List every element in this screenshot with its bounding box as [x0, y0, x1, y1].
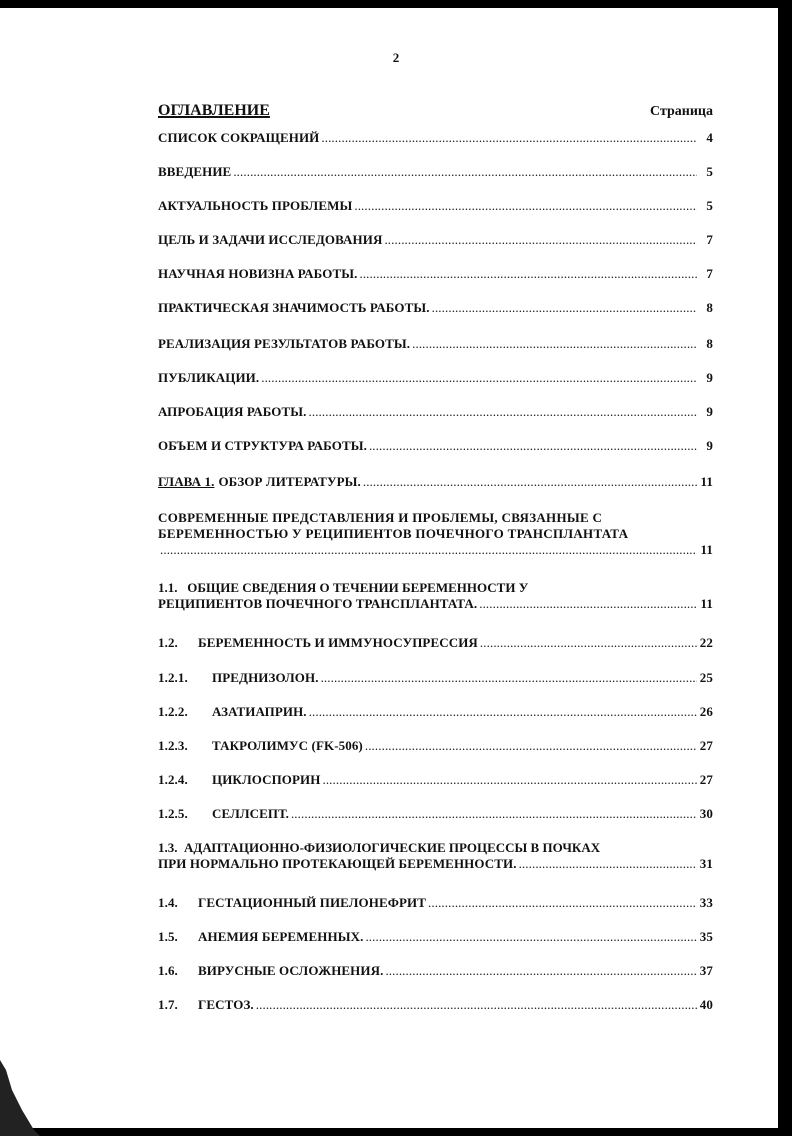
toc-entry-label: АДАПТАЦИОННО-ФИЗИОЛОГИЧЕСКИЕ ПРОЦЕССЫ В ПОЧКАХ — [184, 840, 601, 855]
leader-dots — [309, 404, 698, 420]
section-number: 1.1. — [158, 580, 178, 595]
scan-border-top — [0, 0, 792, 8]
leader-dots — [321, 670, 697, 686]
toc-entry-page: 4 — [706, 130, 713, 145]
leader-dots — [369, 438, 697, 454]
toc-section-entry[interactable] — [158, 997, 713, 1013]
toc-subsection-entry[interactable] — [158, 670, 713, 686]
toc-entry-page: 8 — [706, 300, 713, 315]
toc-entry-label: ПРИ НОРМАЛЬНО ПРОТЕКАЮЩЕЙ БЕРЕМЕННОСТИ. — [158, 856, 517, 871]
section-number: 1.2.1. — [158, 670, 188, 685]
section-number: 1.2. — [158, 635, 178, 650]
toc-section-entry[interactable] — [158, 929, 713, 945]
leader-dots — [480, 635, 697, 651]
toc-subsection-entry[interactable] — [158, 704, 713, 720]
leader-dots — [261, 370, 697, 386]
leader-dots — [384, 232, 697, 248]
toc-subsection-entry[interactable] — [158, 772, 713, 788]
toc-entry-label: ПРЕДНИЗОЛОН. — [212, 670, 319, 685]
toc-entry-label: ЦИКЛОСПОРИН — [212, 772, 321, 787]
leader-dots — [365, 929, 697, 945]
leader-dots — [428, 895, 697, 911]
table-of-contents — [158, 98, 713, 1012]
page-number: 2 — [392, 50, 400, 65]
toc-entry-label: СПИСОК СОКРАЩЕНИЙ — [158, 130, 320, 145]
scan-border-right — [778, 0, 792, 1136]
toc-entry-page: 37 — [699, 963, 713, 978]
toc-entry-label: ВВЕДЕНИЕ — [158, 164, 232, 179]
toc-entry-page: 9 — [706, 370, 713, 385]
toc-entry-page: 5 — [706, 198, 713, 213]
toc-chapter-entry[interactable] — [158, 474, 713, 490]
leader-dots — [309, 704, 697, 720]
leader-dots — [354, 198, 697, 214]
leader-dots — [479, 596, 697, 612]
toc-entry[interactable] — [158, 404, 713, 420]
toc-section-entry[interactable] — [158, 963, 713, 979]
toc-entry-label: БЕРЕМЕННОСТЬ И ИММУНОСУПРЕССИЯ — [198, 635, 478, 650]
toc-entry-label: ВИРУСНЫЕ ОСЛОЖНЕНИЯ. — [198, 963, 384, 978]
toc-title: ОГЛАВЛЕНИЕ — [158, 102, 270, 119]
toc-entry-label: АНЕМИЯ БЕРЕМЕННЫХ. — [198, 929, 364, 944]
toc-section-entry[interactable] — [158, 635, 713, 651]
toc-entry-label: СЕЛЛСЕПТ. — [212, 806, 289, 821]
toc-multiline-entry[interactable] — [158, 840, 713, 872]
toc-entry-page: 25 — [699, 670, 713, 685]
toc-entry-label-line1: СОВРЕМЕННЫЕ ПРЕДСТАВЛЕНИЯ И ПРОБЛЕМЫ, СВЯЗАННЫЕ С — [158, 510, 603, 525]
leader-dots — [519, 856, 697, 872]
toc-entry-leader-row — [158, 542, 713, 558]
leader-dots — [385, 963, 697, 979]
scan-border-bottom — [0, 1128, 792, 1136]
leader-dots — [432, 300, 697, 316]
toc-entry-label: РЕАЛИЗАЦИЯ РЕЗУЛЬТАТОВ РАБОТЫ. — [158, 336, 411, 351]
toc-subsection-entry[interactable] — [158, 806, 713, 822]
section-number: 1.2.3. — [158, 738, 188, 753]
toc-entry[interactable] — [158, 438, 713, 454]
scan-smudge — [0, 1060, 40, 1136]
toc-entry-label: ПРАКТИЧЕСКАЯ ЗНАЧИМОСТЬ РАБОТЫ. — [158, 300, 430, 315]
toc-entry-page: 9 — [706, 404, 713, 419]
section-number: 1.2.4. — [158, 772, 188, 787]
toc-entry[interactable] — [158, 130, 713, 146]
toc-entry-page: 40 — [699, 997, 713, 1012]
leader-dots — [365, 738, 697, 754]
toc-entry-label: ОБЪЕМ И СТРУКТУРА РАБОТЫ. — [158, 438, 367, 453]
section-number: 1.5. — [158, 929, 178, 944]
toc-entry-page: 27 — [699, 738, 713, 753]
toc-subsection-entry[interactable] — [158, 738, 713, 754]
toc-entry-page: 11 — [700, 596, 713, 611]
toc-entry-label: ОБЗОР ЛИТЕРАТУРЫ. — [218, 474, 361, 489]
page-column-heading: Страница — [650, 104, 713, 119]
chapter-prefix: ГЛАВА 1. — [158, 474, 215, 489]
leader-dots — [291, 806, 697, 822]
leader-dots — [321, 130, 697, 146]
leader-dots — [160, 542, 697, 558]
toc-entry-page: 22 — [699, 635, 713, 650]
toc-entry-label: АКТУАЛЬНОСТЬ ПРОБЛЕМЫ — [158, 198, 353, 213]
toc-entry-label: АЗАТИАПРИН. — [212, 704, 307, 719]
toc-entry[interactable] — [158, 336, 713, 352]
toc-entry-label: РЕЦИПИЕНТОВ ПОЧЕЧНОГО ТРАНСПЛАНТАТА. — [158, 596, 478, 611]
toc-entry-page: 5 — [706, 164, 713, 179]
section-number: 1.7. — [158, 997, 178, 1012]
toc-entry-label-line2: БЕРЕМЕННОСТЬЮ У РЕЦИПИЕНТОВ ПОЧЕЧНОГО ТРАНСПЛАНТАТА — [158, 526, 629, 541]
toc-entry-page: 30 — [699, 806, 713, 821]
toc-entry-label: АПРОБАЦИЯ РАБОТЫ. — [158, 404, 307, 419]
toc-entry-label-line2 — [158, 856, 713, 872]
toc-entry-page: 9 — [706, 438, 713, 453]
toc-entry-page: 35 — [699, 929, 713, 944]
toc-header — [158, 98, 713, 120]
toc-entry-label-line1 — [158, 840, 713, 856]
toc-entry-label: ГЕСТОЗ. — [198, 997, 254, 1012]
toc-entry-label-line2 — [158, 596, 713, 612]
toc-entry-page: 27 — [699, 772, 713, 787]
toc-entry-label: ГЕСТАЦИОННЫЙ ПИЕЛОНЕФРИТ — [198, 895, 427, 910]
toc-entry-label: ПУБЛИКАЦИИ. — [158, 370, 260, 385]
leader-dots — [359, 266, 697, 282]
section-number: 1.3. — [158, 840, 178, 855]
toc-multiline-entry[interactable] — [158, 580, 713, 612]
toc-entry[interactable] — [158, 370, 713, 386]
toc-entry-page: 7 — [706, 266, 713, 281]
leader-dots — [363, 474, 697, 490]
toc-entry-page: 26 — [699, 704, 713, 719]
toc-entry[interactable] — [158, 232, 713, 248]
toc-multiline-entry[interactable] — [158, 510, 713, 558]
toc-entry-label: ОБЩИЕ СВЕДЕНИЯ О ТЕЧЕНИИ БЕРЕМЕННОСТИ У — [187, 580, 529, 595]
section-number: 1.2.5. — [158, 806, 188, 821]
leader-dots — [256, 997, 697, 1013]
toc-entry-label: ТАКРОЛИМУС (FK-506) — [212, 738, 363, 753]
toc-entry-label: НАУЧНАЯ НОВИЗНА РАБОТЫ. — [158, 266, 358, 281]
toc-entry[interactable] — [158, 164, 713, 180]
toc-entry-page: 11 — [700, 474, 713, 489]
toc-entry-page: 7 — [706, 232, 713, 247]
toc-entry-page: 8 — [706, 336, 713, 351]
toc-entry-label: ЦЕЛЬ И ЗАДАЧИ ИССЛЕДОВАНИЯ — [158, 232, 383, 247]
toc-entry[interactable] — [158, 198, 713, 214]
toc-entry-page: 11 — [700, 542, 713, 557]
toc-entry[interactable] — [158, 300, 713, 316]
leader-dots — [412, 336, 697, 352]
leader-dots — [322, 772, 697, 788]
toc-entry-page: 31 — [699, 856, 713, 871]
section-number: 1.6. — [158, 963, 178, 978]
toc-entry[interactable] — [158, 266, 713, 282]
toc-section-entry[interactable] — [158, 895, 713, 911]
section-number: 1.4. — [158, 895, 178, 910]
toc-entry-page: 33 — [699, 895, 713, 910]
leader-dots — [233, 164, 697, 180]
section-number: 1.2.2. — [158, 704, 188, 719]
toc-entry-label-line1 — [158, 580, 713, 596]
